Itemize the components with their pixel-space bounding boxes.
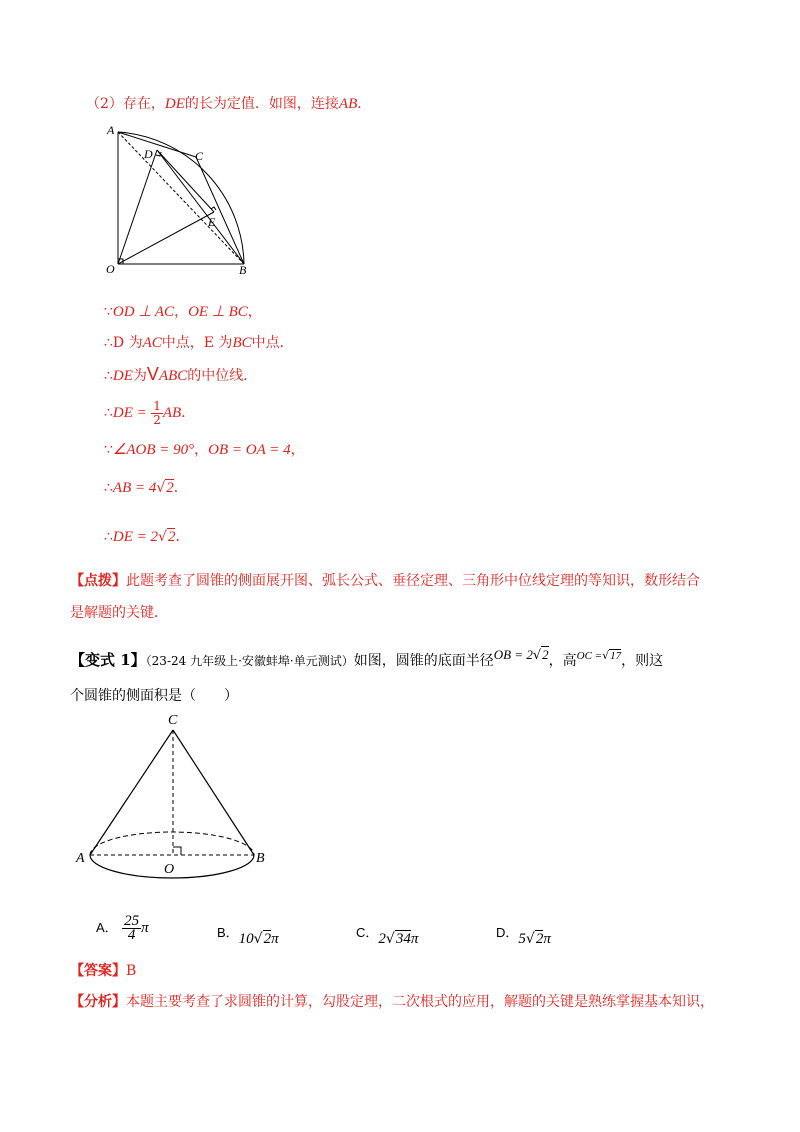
label-b2: B: [256, 851, 265, 866]
part2-intro: （2）存在，DE的长为定值．如图，连接AB．: [86, 96, 372, 112]
label-o2: O: [164, 862, 175, 877]
step-6: ∴AB = 4√2．: [104, 480, 188, 496]
step-7: ∴DE = 2√2．: [104, 529, 190, 545]
step-5: ∵∠AOB = 90°，OB = OA = 4，: [104, 442, 305, 458]
variant-line-2: 个圆锥的侧面积是（ ）: [70, 688, 238, 704]
step-3: ∴DE为VABC的中位线．: [104, 364, 258, 384]
step-4: ∴DE = $\frac{1}{2}$ AB．: [104, 398, 196, 427]
analysis-line: 【分析】本题主要考查了求圆锥的计算，勾股定理，二次根式的应用，解题的关键是熟练掌握基本知识，: [70, 994, 714, 1010]
option-c[interactable]: C．2√34π: [356, 925, 419, 947]
label-c: C: [195, 149, 204, 163]
label-b: B: [239, 263, 247, 277]
label-d: D: [144, 147, 153, 161]
base-back-arc: [90, 832, 254, 855]
slant-cb: [173, 730, 254, 855]
label-a2: A: [76, 851, 85, 866]
hint-line-1: 【点拨】此题考查了圆锥的侧面展开图、弧长公式、垂径定理、三角形中位线定理的等知识，数形结合: [70, 573, 700, 589]
slant-ca: [90, 730, 173, 855]
right-angle-mark-o2: [173, 847, 181, 855]
variant-line-1: 【变式 1】（23-24 九年级上·安徽蚌埠·单元测试）如图，圆锥的底面半径OB = 2√2，高$^{OC =√17}$，则这: [70, 647, 664, 669]
label-a: A: [107, 123, 115, 137]
fraction-one-half: $\frac{1}{2}$: [153, 398, 161, 427]
option-b[interactable]: B．10√2π: [217, 925, 279, 947]
answer-line: 【答案】B: [70, 963, 137, 979]
option-d[interactable]: D．5√2π: [496, 925, 551, 947]
step-1: ∵OD ⊥ AC，OE ⊥ BC，: [104, 304, 262, 320]
segment-oe: [118, 212, 214, 264]
option-a[interactable]: A． $\frac{25}{4}$ π: [96, 912, 149, 943]
fraction-25-4: $\frac{25}{4}$: [124, 912, 140, 943]
figure-quarter-circle: [104, 122, 284, 282]
hint-line-2: 是解题的关键．: [70, 605, 168, 621]
label-o: O: [106, 262, 115, 276]
label-e: E: [208, 215, 216, 229]
label-c2: C: [168, 713, 178, 728]
figure-cone: [74, 710, 284, 885]
step-2: ∴D 为AC中点，E 为BC中点．: [104, 335, 294, 351]
segment-od: [118, 150, 157, 264]
